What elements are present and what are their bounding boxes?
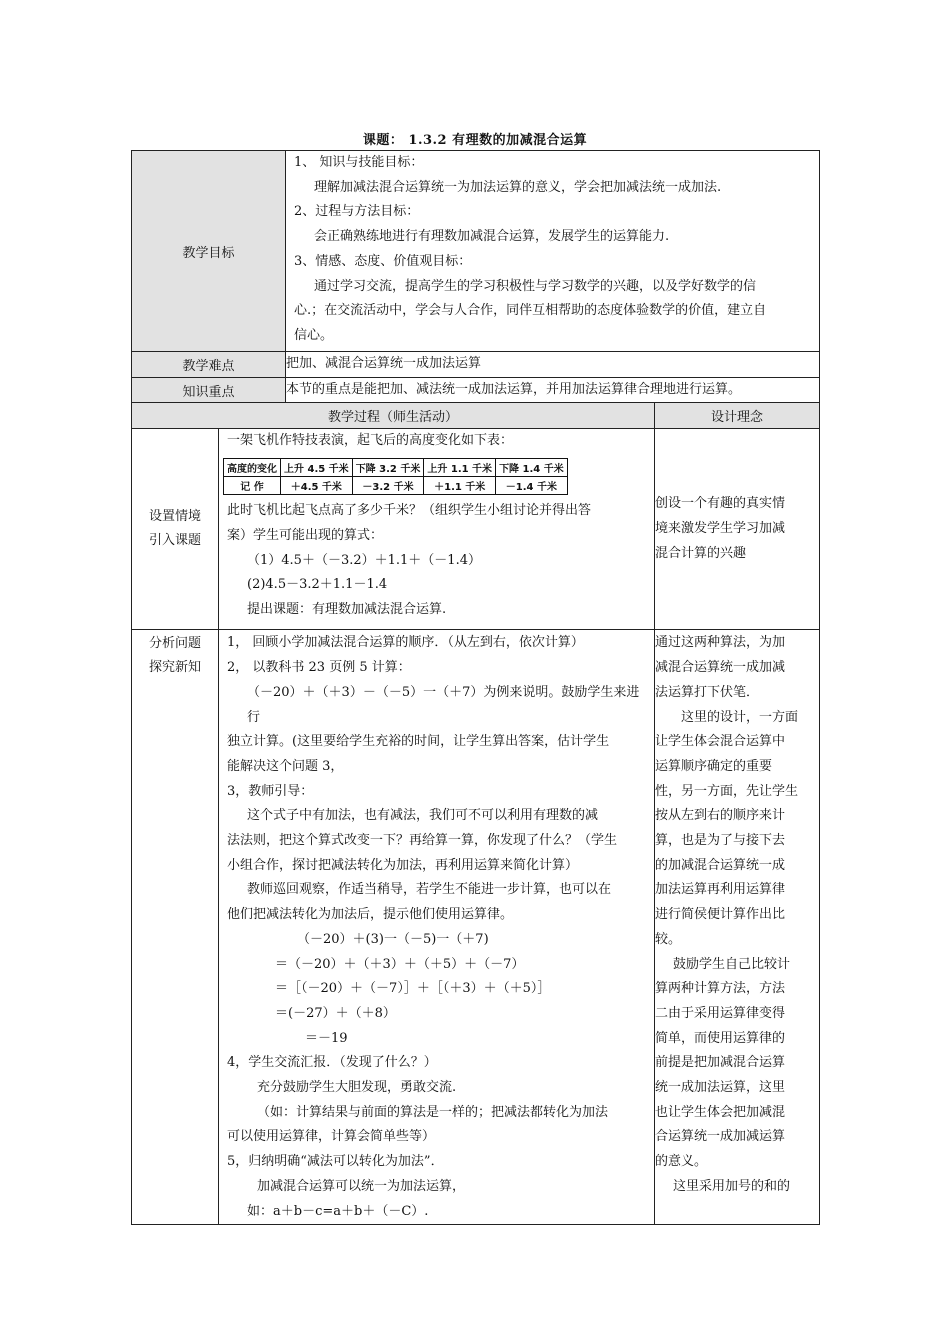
goals-line: 通过学习交流，提高学生的学习积极性与学习数学的兴趣，以及学好数学的信 xyxy=(314,278,757,294)
design-line: 法运算打下伏笔． xyxy=(655,684,760,700)
section1-label xyxy=(132,429,219,630)
goals-line: 2、过程与方法目标： xyxy=(294,204,420,220)
altitude-table-row xyxy=(224,459,568,477)
design-line: 按从左到右的顺序来计 xyxy=(655,808,786,824)
section1-line: 案）学生可能出现的算式： xyxy=(227,527,384,543)
section2-line: 加减混合运算可以统一为加法运算， xyxy=(257,1178,466,1194)
section2-line: 4，学生交流汇报．（发现了什么？） xyxy=(227,1055,437,1071)
section2-line: 独立计算。(这里要给学生充裕的时间，让学生算出答案，估计学生 xyxy=(227,734,610,750)
section2-line: 法法则，把这个算式改变一下？再给算一算，你发现了什么？（学生 xyxy=(227,833,618,849)
section2-line: 2， 以教科书 23 页例 5 计算： xyxy=(227,660,411,676)
design-line: 鼓励学生自己比较计 xyxy=(673,956,791,972)
section1-label-line: 引入课题 xyxy=(148,533,201,549)
section2-line: 能解决这个问题 3， xyxy=(227,758,344,774)
goals-line: 1、 知识与技能目标： xyxy=(294,155,424,170)
section2-line: ＝(－27）＋（＋8） xyxy=(275,1005,396,1021)
design-line: 二由于采用运算律变得 xyxy=(655,1005,786,1021)
section2-line: 5，归纳明确“减法可以转化为加法”． xyxy=(227,1154,444,1170)
altitude-cell: 下降 3.2 千米 xyxy=(352,459,424,477)
altitude-cell: ＋4.5 千米 xyxy=(281,477,353,495)
goals-line: 心.；在交流活动中，学会与人合作，同伴互相帮助的态度体验数学的价值，建立自 xyxy=(294,303,767,319)
section1-content xyxy=(219,429,655,630)
section2-row xyxy=(132,630,820,1225)
altitude-table xyxy=(223,458,568,495)
section2-line: 充分鼓励学生大胆发现，勇敢交流. xyxy=(257,1080,457,1096)
process-header-right: 设计理念 xyxy=(655,403,820,429)
altitude-cell: －1.4 千米 xyxy=(496,477,568,495)
section2-line: ＝（－20）＋（＋3）＋（＋5）＋（－7） xyxy=(275,956,525,972)
difficulty-row xyxy=(132,352,820,378)
design-line: 进行简侯便计算作出比 xyxy=(655,907,786,923)
altitude-cell: 上升 4.5 千米 xyxy=(281,459,353,477)
altitude-cell: 上升 1.1 千米 xyxy=(424,459,496,477)
design-line: 也让学生体会把加减混 xyxy=(655,1104,786,1120)
design-line: 算两种计算方法，方法 xyxy=(655,981,786,997)
keypoint-label: 知识重点 xyxy=(132,377,286,403)
section1-intro: 一架飞机作特技表演，起飞后的高度变化如下表： xyxy=(227,433,514,449)
design-line: 境来激发学生学习加减 xyxy=(655,521,786,537)
design-line: 这里的设计，一方面 xyxy=(681,709,799,725)
design-line: 性，另一方面，先让学生 xyxy=(655,783,799,799)
page-title: 课题： 1.3.2 有理数的加减混合运算 xyxy=(362,133,588,148)
section2-design xyxy=(655,630,820,1225)
process-header-row xyxy=(132,403,820,429)
difficulty-label: 教学难点 xyxy=(132,352,286,378)
section2-line: （－20）＋（＋3）－（－5）一（＋7）为例来说明。鼓励学生来进行 xyxy=(247,684,640,725)
section2-line: 他们把减法转化为加法后，提示他们使用运算律。 xyxy=(227,907,514,923)
process-header-left: 教学过程（师生活动） xyxy=(132,403,655,429)
design-line: 加法运算再利用运算律 xyxy=(655,882,786,898)
goals-label: 教学目标 xyxy=(132,151,286,352)
design-line: 统一成加法运算，这里 xyxy=(655,1080,786,1096)
lesson-plan-table xyxy=(131,150,820,1225)
altitude-cell: 下降 1.4 千米 xyxy=(496,459,568,477)
section2-line: 3，教师引导： xyxy=(227,783,314,799)
altitude-cell: －3.2 千米 xyxy=(352,477,424,495)
section2-line: ＝－19 xyxy=(305,1030,348,1046)
goals-row xyxy=(132,151,820,352)
section2-label-line: 分析问题 xyxy=(148,636,201,652)
section2-line: 小组合作，探讨把减法转化为加法，再利用运算来简化计算） xyxy=(227,857,579,873)
section2-line: 如：a＋b－c=a＋b＋（－C）. xyxy=(247,1203,429,1219)
design-line: 让学生体会混合运算中 xyxy=(655,734,786,750)
altitude-cell: 高度的变化 xyxy=(224,459,281,477)
section2-label xyxy=(132,630,219,1225)
design-line: 的意义。 xyxy=(655,1154,708,1170)
goals-line: 会正确熟练地进行有理数加减混合运算，发展学生的运算能力. xyxy=(314,229,670,245)
goals-line: 3、情感、态度、价值观目标： xyxy=(294,253,472,269)
goals-line: 理解加减法混合运算统一为加法运算的意义，学会把加减法统一成加法. xyxy=(314,179,722,195)
keypoint-row xyxy=(132,377,820,403)
section1-line: （1）4.5＋（－3.2）＋1.1＋（－1.4） xyxy=(247,552,481,568)
goals-content xyxy=(286,151,820,352)
difficulty-text: 把加、减混合运算统一成加法运算 xyxy=(286,352,820,378)
design-line: 创设一个有趣的真实情 xyxy=(655,496,786,512)
section2-line: 教师巡回观察，作适当稍导，若学生不能进一步计算，也可以在 xyxy=(247,882,612,898)
altitude-cell: 记 作 xyxy=(224,477,281,495)
section2-label-line: 探究新知 xyxy=(148,660,201,676)
altitude-cell: ＋1.1 千米 xyxy=(424,477,496,495)
design-line: 简单，而使用运算律的 xyxy=(655,1030,786,1046)
section2-line: （如：计算结果与前面的算法是一样的；把减法都转化为加法 xyxy=(257,1104,609,1120)
keypoint-text: 本节的重点是能把加、减法统一成加法运算，并用加法运算律合理地进行运算。 xyxy=(286,377,820,403)
design-line: 混合计算的兴趣 xyxy=(655,545,747,561)
altitude-table-row xyxy=(224,477,568,495)
section1-design xyxy=(655,429,820,630)
design-line: 减混合运算统一成加减 xyxy=(655,660,786,676)
section1-label-line: 设置情境 xyxy=(148,509,201,525)
section2-line: 可以使用运算律，计算会简单些等） xyxy=(227,1129,436,1145)
design-line: 算，也是为了与接下去 xyxy=(655,833,786,849)
design-line: 通过这两种算法，为加 xyxy=(655,635,786,651)
section2-line: （－20）＋(3)一（－5)一（＋7) xyxy=(297,931,489,947)
section1-line: (2)4.5－3.2＋1.1－1.4 xyxy=(247,577,388,593)
section2-content xyxy=(219,630,655,1225)
section2-line: 1， 回顾小学加减法混合运算的顺序．（从左到右，依次计算） xyxy=(227,635,584,651)
section1-line: 提出课题：有理数加减法混合运算. xyxy=(247,601,447,617)
design-line: 运算顺序确定的重要 xyxy=(655,758,773,774)
design-line: 这里采用加号的和的 xyxy=(673,1178,791,1194)
section1-line: 此时飞机比起飞点高了多少千米？（组织学生小组讨论并得出答 xyxy=(227,503,592,519)
goals-line: 信心。 xyxy=(294,327,334,343)
design-line: 合运算统一成加减运算 xyxy=(655,1129,786,1145)
section1-row xyxy=(132,429,820,630)
design-line: 的加减混合运算统一成 xyxy=(655,857,786,873)
design-line: 较。 xyxy=(655,931,682,947)
design-line: 前提是把加减混合运算 xyxy=(655,1055,786,1071)
section2-line: 这个式子中有加法，也有减法，我们可不可以利用有理数的减 xyxy=(247,808,599,824)
section2-line: ＝［（－20）＋（－7）］＋［（＋3）＋（＋5）］ xyxy=(275,981,551,997)
